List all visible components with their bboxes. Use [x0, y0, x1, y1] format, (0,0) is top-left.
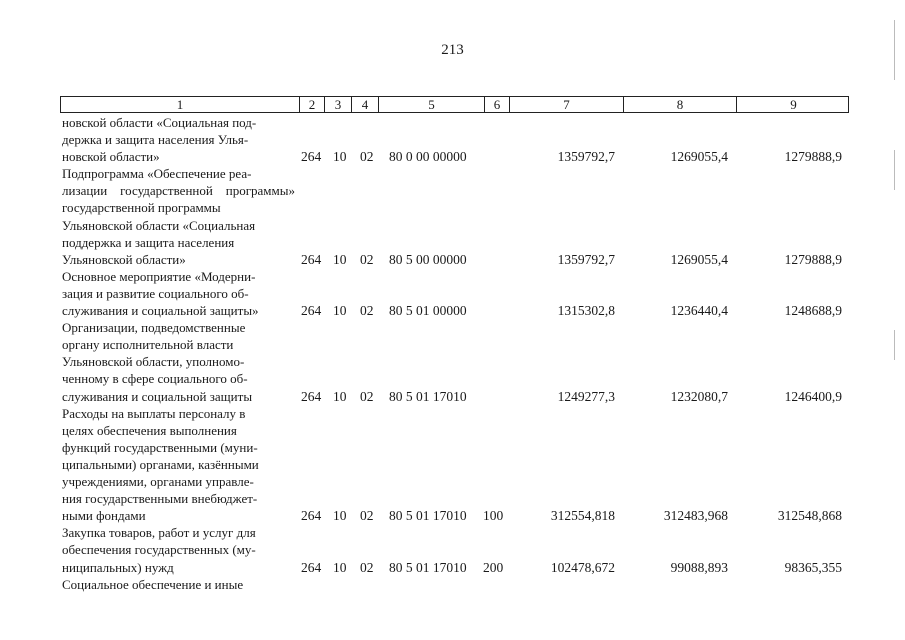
- description-line: ния государственными внебюджет-: [62, 491, 258, 507]
- description-line: Ульяновской области»: [62, 251, 186, 267]
- description-line: органу исполнительной власти: [62, 337, 234, 353]
- cell-c5: 80 5 01 00000: [389, 303, 467, 319]
- description-line: новской области «Социальная под-: [62, 115, 257, 130]
- description-line: новской области»: [62, 149, 160, 165]
- cell-c3: 10: [333, 303, 347, 319]
- cell-c5: 80 5 01 17010: [389, 559, 467, 575]
- description-line: Основное мероприятие «Модерни-: [62, 268, 256, 284]
- cell-c7: 312554,818: [550, 508, 615, 524]
- header-col-1: 1: [176, 97, 184, 112]
- header-col-2: 2: [299, 96, 324, 113]
- cell-c9: 1248688,9: [784, 303, 842, 319]
- cell-c3: 10: [333, 251, 347, 267]
- row-description: [62, 319, 295, 404]
- row-description: [62, 576, 295, 593]
- cell-c4: 02: [360, 149, 374, 165]
- scan-edge-mark: [894, 20, 895, 80]
- description-line: целях обеспечения выполнения: [62, 422, 237, 438]
- header-col-3: 3: [324, 96, 351, 113]
- cell-c2: 264: [301, 388, 322, 404]
- cell-c5: 80 5 01 17010: [389, 388, 467, 404]
- description-line: служивания и социальной защиты: [62, 388, 253, 404]
- cell-c8: 1232080,7: [670, 388, 728, 404]
- row-description: [62, 524, 295, 575]
- description-line: ниципальных) нужд: [62, 559, 174, 575]
- cell-c7: 1249277,3: [557, 388, 615, 404]
- cell-c7: 102478,672: [550, 559, 615, 575]
- scan-edge-mark: [894, 330, 895, 360]
- description-line: Подпрограмма «Обеспечение реа-: [62, 166, 252, 182]
- description-line: зация и развитие социального об-: [62, 285, 249, 301]
- description-line: учреждениями, органами управле-: [62, 474, 254, 490]
- cell-c2: 264: [301, 303, 322, 319]
- description-line: лизации государственной программы» государственной программы: [62, 183, 295, 216]
- cell-c4: 02: [360, 559, 374, 575]
- cell-c9: 1279888,9: [784, 251, 842, 267]
- cell-c4: 02: [360, 251, 374, 267]
- cell-c9: 1246400,9: [784, 388, 842, 404]
- description-line: Организации, подведомственные: [62, 320, 246, 336]
- header-col-5: 5: [378, 96, 484, 113]
- cell-c3: 10: [333, 149, 347, 165]
- header-col-4: 4: [351, 96, 378, 113]
- description-line: ченному в сфере социального об-: [62, 371, 248, 387]
- row-description: [62, 165, 295, 268]
- description-line: Социальное обеспечение и иные: [62, 576, 244, 592]
- cell-c8: 312483,968: [663, 508, 728, 524]
- description-line: ными фондами: [62, 508, 146, 524]
- header-col-9: 9: [736, 96, 850, 113]
- cell-c4: 02: [360, 388, 374, 404]
- header-col-6: 6: [484, 96, 509, 113]
- cell-c8: 1269055,4: [670, 149, 728, 165]
- cell-c7: 1359792,7: [557, 251, 615, 267]
- description-line: ципальными) органами, казёнными: [62, 456, 259, 472]
- cell-c3: 10: [333, 388, 347, 404]
- cell-c2: 264: [301, 149, 322, 165]
- description-line: служивания и социальной защиты»: [62, 303, 259, 319]
- description-line: Ульяновской области «Социальная: [62, 217, 256, 233]
- cell-c8: 99088,893: [670, 559, 728, 575]
- cell-c8: 1236440,4: [670, 303, 728, 319]
- cell-c7: 1359792,7: [557, 149, 615, 165]
- row-description: [62, 114, 295, 165]
- cell-c3: 10: [333, 559, 347, 575]
- header-col-8: 8: [623, 96, 736, 113]
- cell-c5: 80 5 00 00000: [389, 251, 467, 267]
- cell-c8: 1269055,4: [670, 251, 728, 267]
- description-line: обеспечения государственных (му-: [62, 542, 256, 558]
- cell-c3: 10: [333, 508, 347, 524]
- row-description: [62, 405, 295, 525]
- header-col-7: 7: [509, 96, 623, 113]
- cell-c9: 1279888,9: [784, 149, 842, 165]
- cell-c2: 264: [301, 508, 322, 524]
- cell-c5: 80 0 00 00000: [389, 149, 467, 165]
- cell-c6: 100: [483, 508, 504, 524]
- cell-c4: 02: [360, 508, 374, 524]
- description-line: Закупка товаров, работ и услуг для: [62, 525, 256, 541]
- cell-c5: 80 5 01 17010: [389, 508, 467, 524]
- description-line: Ульяновской области, уполномо-: [62, 354, 245, 370]
- description-line: держка и защита населения Улья-: [62, 132, 249, 148]
- description-line: поддержка и защита населения: [62, 234, 235, 250]
- cell-c2: 264: [301, 559, 322, 575]
- cell-c9: 98365,355: [784, 559, 842, 575]
- row-description: [62, 268, 295, 319]
- cell-c2: 264: [301, 251, 322, 267]
- cell-c7: 1315302,8: [557, 303, 615, 319]
- cell-c9: 312548,868: [777, 508, 842, 524]
- page-number: 213: [441, 42, 464, 58]
- description-line: функций государственными (муни-: [62, 439, 258, 455]
- cell-c4: 02: [360, 303, 374, 319]
- scan-edge-mark: [894, 150, 895, 190]
- cell-c6: 200: [483, 559, 504, 575]
- description-line: Расходы на выплаты персоналу в: [62, 405, 246, 421]
- table-header: [60, 96, 849, 113]
